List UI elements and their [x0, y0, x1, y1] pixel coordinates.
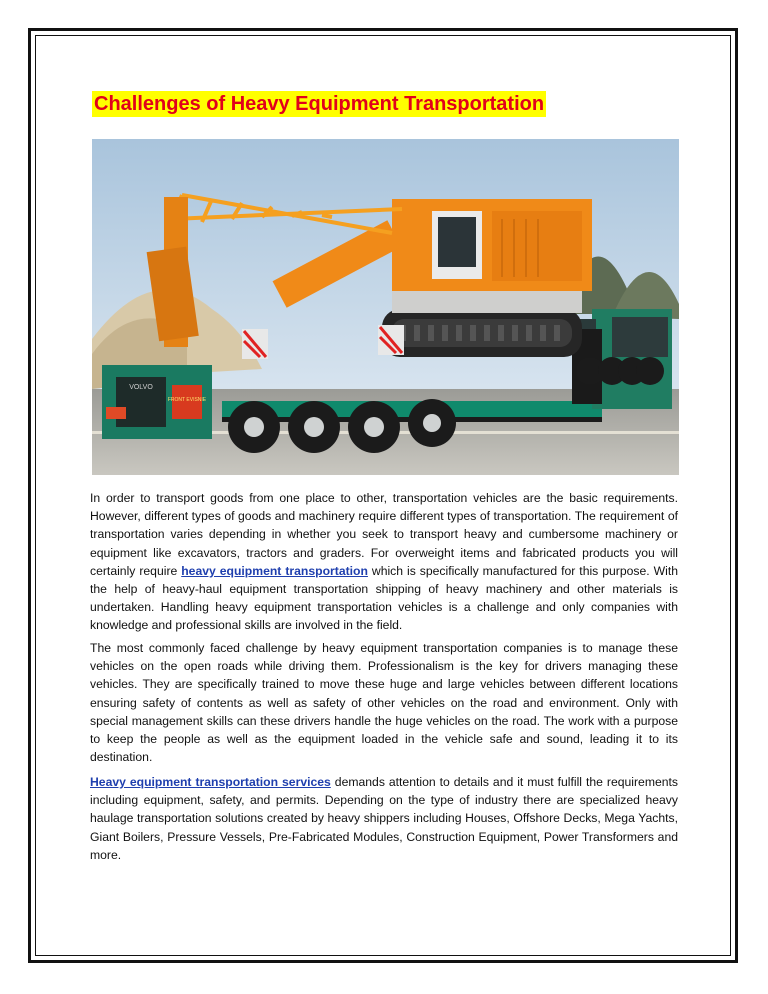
heavy-equipment-transportation-link[interactable]: heavy equipment transportation	[181, 563, 368, 578]
paragraph-2: The most commonly faced challenge by heavy equipment transportation companies is to manage these vehicles on the open roads while driving them. Professionalism is the key for drivers managing these vehicles. They are specifically trained to move these huge and large vehicles between different locations ensuring safety of contents as well as safety of other vehicles on the road and environment. Only with special management skills can these drivers handle the huge vehicles on the road. The work with a purpose to keep the people as well as the equipment loaded in the vehicle safe and sound, leading it to its destination.	[90, 641, 678, 765]
warning-sign: FRONT EVISNIE	[167, 397, 207, 403]
page-title: Challenges of Heavy Equipment Transportation	[94, 93, 545, 115]
truck-badge: VOLVO	[129, 384, 153, 391]
heavy-equipment-transportation-services-link[interactable]: Heavy equipment transportation services	[90, 775, 331, 789]
crane-transport-photo	[92, 139, 679, 475]
paragraph-3: Heavy equipment transportation services demands attention to details and it must fulfill the requirements including equipment, safety, and permits. Depending on the type of industry there are specialized heavy haulage transportation solutions created by heavy shippers including Houses, Offshore Decks, Mega Yachts, Giant Boilers, Pressure Vessels, Pre-Fabricated Modules, Construction Equipment, Power Transformers and more.	[90, 775, 679, 862]
paragraph-1: In order to transport goods from one place to other, transportation vehicles are the basic requirements. However, different types of goods and machinery require different types of transportation. The requirement of transportation varies depending in whether you seek to transport heavy and cumbersome machinery or equipment like excavators, tractors and graders. For overweight items and fabricated products you will certainly require heavy equipment transportation which is specifically manufactured for this purpose. With the help of heavy-haul equipment transportation shipping of heavy machinery and other materials is undertaken. Handling heavy equipment transportation vehicles is a challenge and only companies with knowledge and professional skills are involved in the field.	[90, 491, 678, 633]
